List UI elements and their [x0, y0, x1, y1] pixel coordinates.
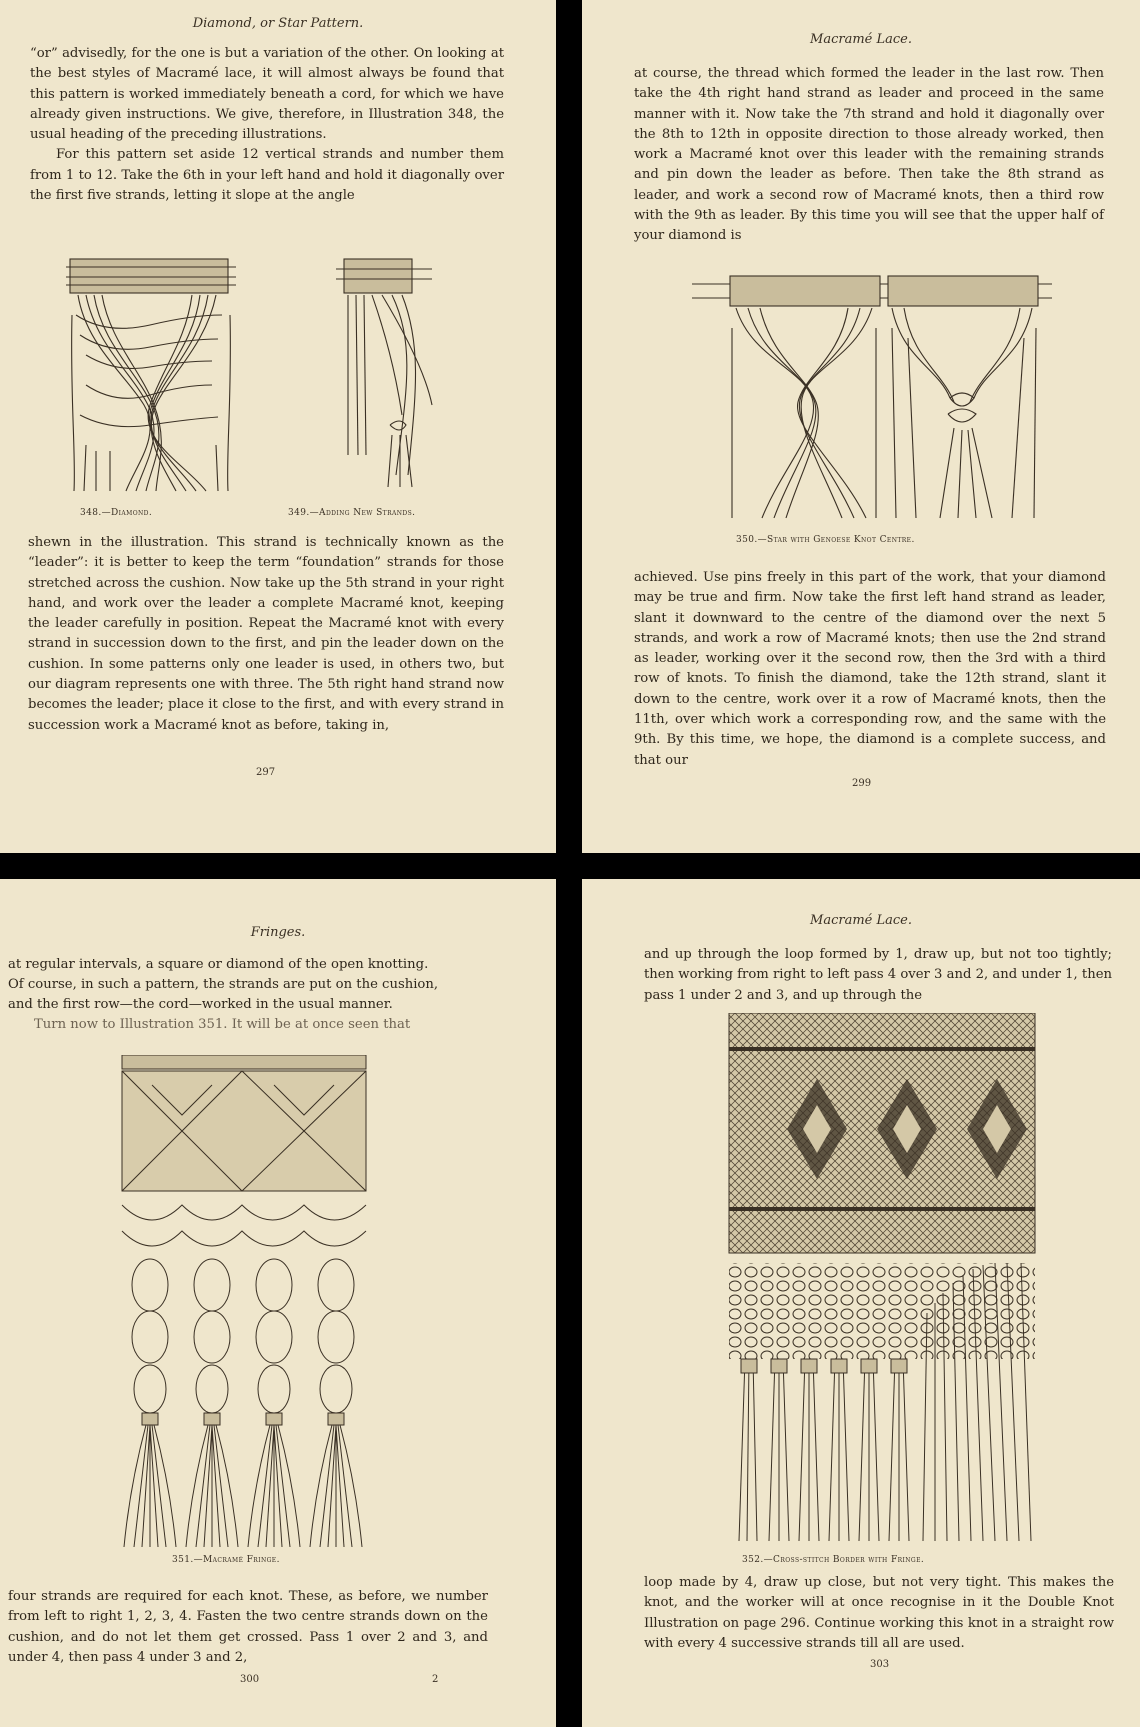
paragraph: loop made by 4, draw up close, but not very tight. This makes the knot, and the worker will at once recognise in it the Double Knot Illustration on page 296. Continue working this knot in a straight row with every 4 successive strands till all are used. [644, 1575, 1114, 1651]
bottom-text [634, 568, 1106, 771]
figure-caption: 350.—Star with Genoese Knot Centre. [736, 535, 915, 545]
page-number: 297 [256, 767, 276, 778]
paragraph: achieved. Use pins freely in this part of the work, that your diamond may be true and firm. Now take the first left hand strand as leader, slant it downward to the centre of the diamond over the next 5 strands, and work a row of Macramé knots; then use the 2nd strand as leader, working over it the second row, then the 3rd with a third row of knots. To finish the diamond, take the 12th strand, slant it down to the centre, work over it a row of Macramé knots, then the 11th, over which work a corresponding row, and the same with the 9th. By this time, we hope, the diamond is a complete success, and that our [634, 570, 1106, 768]
top-text [8, 955, 488, 1035]
running-header: Macramé Lace. [810, 913, 912, 928]
paragraph: For this pattern set aside 12 vertical strands and number them from 1 to 12. Take the 6th in your left hand and hold it diagonally over the first five strands, letting it slope at the angle [30, 147, 504, 204]
page-number: 300 [240, 1674, 260, 1685]
running-header: Diamond, or Star Pattern. [192, 16, 364, 31]
bottom-text [644, 1573, 1114, 1654]
page-number: 299 [852, 778, 872, 789]
text-line: and the first row—the cord—worked in the usual manner. [8, 997, 393, 1012]
paragraph: at course, the thread which formed the leader in the last row. Then take the 4th right hand strand as leader and proceed in the same manner with it. Now take the 7th strand and hold it diagonally over the 8th to 12th in opposite direction to those already worked, then work a Macramé knot over this leader with the remaining strands and pin down the leader as before. Then take the 8th strand as leader, and work a second row of Macramé knots, then a third row with the 9th as leader. By this time you will see that the upper half of your diamond is [634, 66, 1104, 244]
running-header: Macramé Lace. [810, 32, 912, 47]
paragraph: and up through the loop formed by 1, draw up, but not too tightly; then working from right to left pass 4 over 3 and 2, and under 1, then pass 1 under 2 and 3, and up through the [644, 947, 1112, 1003]
figure-caption: 352.—Cross-stitch Border with Fringe. [742, 1555, 925, 1565]
signature-mark: 2 [432, 1674, 439, 1685]
bottom-text [8, 1587, 488, 1668]
illustration-cross-stitch-border [727, 1013, 1039, 1543]
page-number: 303 [870, 1659, 890, 1670]
paragraph: shewn in the illustration. This strand is technically known as the “leader”: it is better to keep the term “foundation” strands for those stretched across the cushion. Now take up the 5th strand in your right hand, and work over the leader a complete Macramé knot, keeping the leader carefully in position. Repeat the Macramé knot with every strand in succession down to the first, and pin the leader down on the cushion. In some patterns only one leader is used, in others two, but our diagram represents one with three. The 5th right hand strand now becomes the leader; place it close to the first, and with every strand in succession work a Macramé knot as before, taking in, [28, 535, 504, 733]
page-300 [0, 879, 556, 1727]
page-303 [582, 879, 1140, 1727]
figure-caption: 349.—Adding New Strands. [288, 508, 416, 518]
paragraph: four strands are required for each knot. These, as before, we number from left to right 1, 2, 3, 4. Fasten the two centre strands down on the cushion, and do not let them get crossed. Pass 1 over 2 and 3, and under 4, then pass 4 under 3 and 2, [8, 1589, 488, 1665]
illustration-adding-strands [336, 255, 446, 495]
top-text [634, 64, 1104, 247]
text-line: at regular intervals, a square or diamond of the open knotting. [8, 957, 429, 972]
illustration-star-genoese [692, 268, 1052, 523]
text-line: Of course, in such a pattern, the strands are put on the cushion, [8, 977, 439, 992]
text-line: Turn now to Illustration 351. It will be at once seen that [34, 1017, 411, 1032]
top-text [30, 44, 504, 206]
illustration-macrame-fringe [120, 1055, 370, 1550]
figure-caption: 351.—Macramé Fringe. [172, 1555, 280, 1565]
paragraph: “or” advisedly, for the one is but a variation of the other. On looking at the best styles of Macramé lace, it will almost always be found that this pattern is worked immediately beneath a cord, for which we have already given instructions. We give, therefore, in Illustration 348, the usual heading of the preceding illustrations. [30, 46, 504, 143]
page-299 [582, 0, 1140, 853]
top-text [644, 945, 1112, 1006]
bottom-text [28, 533, 504, 736]
figure-caption: 348.—Diamond. [80, 508, 153, 518]
illustration-diamond [66, 255, 236, 495]
running-header: Fringes. [250, 925, 306, 940]
page-297 [0, 0, 556, 853]
